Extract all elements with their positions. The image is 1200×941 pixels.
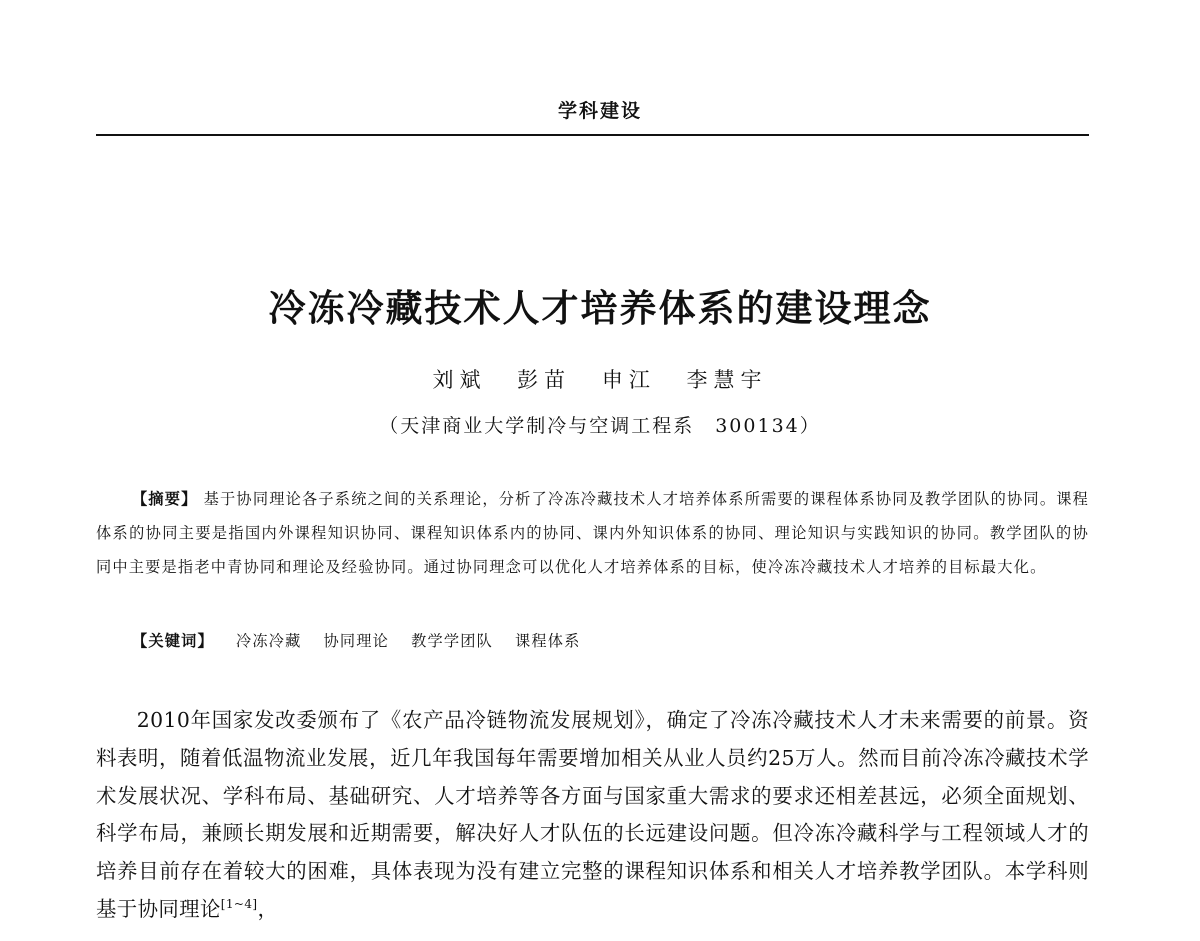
author-name: 申江 <box>601 368 656 392</box>
keywords <box>96 624 1089 658</box>
running-header: 学科建设 <box>557 100 642 122</box>
keyword: 协同理论 <box>323 632 390 650</box>
paper-title: 冷冻冷藏技术人才培养体系的建设理念 <box>268 287 932 330</box>
author-name: 李慧宇 <box>686 368 768 392</box>
body-paragraph <box>96 702 1089 929</box>
abstract <box>96 482 1089 584</box>
body-text-continued: ， <box>257 896 279 921</box>
abstract-label: 【摘要】 <box>132 490 198 508</box>
author-name: 刘斌 <box>432 368 487 392</box>
keyword: 教学学团队 <box>411 632 493 650</box>
keywords-label: 【关键词】 <box>132 632 214 650</box>
header-rule <box>96 134 1089 136</box>
author-list <box>0 364 1200 394</box>
keyword: 课程体系 <box>515 632 581 650</box>
author-affiliation: （天津商业大学制冷与空调工程系 300134） <box>379 415 821 437</box>
author-name: 彭苗 <box>517 368 572 392</box>
body-text: 2010年国家发改委颁布了《农产品冷链物流发展规划》，确定了冷冻冷藏技术人才未来需要的前景。资料表明，随着低温物流业发展，近几年我国每年需要增加相关从业人员约25万人。然而目前冷冻冷藏技术学术发展状况、学科布局、基础研究、人才培养等各方面与国家重大需求的要求还相差甚远，必须全面规划、科学布局，兼顾长期发展和近期需要，解决好人才队伍的长远建设问题。但冷冻冷藏科学与工程领域人才的培养目前存在着较大的困难，具体表现为没有建立完整的课程知识体系和相关人才培养教学团队。本学科则基于协同理论 <box>96 708 1089 921</box>
keyword: 冷冻冷藏 <box>235 632 302 650</box>
citation-marker: [1~4] <box>220 897 258 912</box>
abstract-text: 基于协同理论各子系统之间的关系理论，分析了冷冻冷藏技术人才培养体系所需要的课程体系协同及教学团队的协同。课程体系的协同主要是指国内外课程知识协同、课程知识体系内的协同、课内外知识体系的协同、理论知识与实践知识的协同。教学团队的协同中主要是指老中青协同和理论及经验协同。通过协同理念可以优化人才培养体系的目标，使冷冻冷藏技术人才培养的目标最大化。 <box>96 490 1089 576</box>
